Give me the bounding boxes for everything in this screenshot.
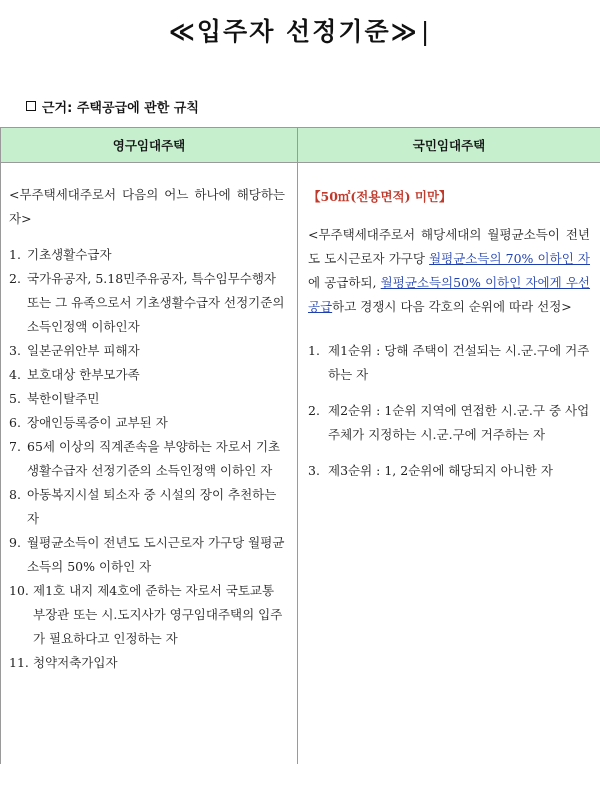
legal-basis [26,97,199,116]
permanent-criteria-list [9,243,285,675]
table-body-row [1,163,600,765]
header-national-rental: 국민임대주택 [298,128,600,163]
list-item: 5. 북한이탈주민 [9,387,285,411]
page-title: ≪입주자 선정기준≫| [0,12,600,48]
list-item: 11. 청약저축가입자 [9,651,285,675]
list-item: 3. 일본군위안부 피해자 [9,339,285,363]
table-header-row [1,128,600,163]
text-cursor: | [421,17,431,46]
national-rental-cell [298,163,600,765]
legal-basis-text: 근거: 주택공급에 관한 규칙 [42,101,199,116]
priority-rank-list [308,339,590,483]
list-item: 2. 국가유공자, 5.18민주유공자, 특수임무수행자 또는 그 유족으로서 기초생활수급자 선정기준의 소득인정액 이하인자 [9,267,285,339]
priority-supply-highlight: 월평균소득의50% 이하인 자에게 우선공급 [308,275,590,314]
list-item: 4. 보호대상 한부모가족 [9,363,285,387]
list-item: 7. 65세 이상의 직계존속을 부양하는 자로서 기초생활수급자 선정기준의 소득인정액 이하인 자 [9,435,285,483]
list-item: 2. 제2순위 : 1순위 지역에 연접한 시.군.구 중 사업주체가 지정하는 시.군.구에 거주하는 자 [308,399,590,447]
list-item: 1. 제1순위 : 당해 주택이 건설되는 시.군.구에 거주하는 자 [308,339,590,387]
list-item: 3. 제3순위 : 1, 2순위에 해당되지 아니한 자 [308,459,590,483]
checkbox-square-icon [26,101,36,111]
list-item: 1. 기초생활수급자 [9,243,285,267]
list-item: 8. 아동복지시설 퇴소자 중 시설의 장이 추천하는 자 [9,483,285,531]
national-intro: <무주택세대주로서 해당세대의 월평균소득이 전년도 도시근로자 가구당 월평균소득의 70% 이하인 자에 공급하되, 월평균소득의50% 이하인 자에게 우선공급하고 경쟁시 다음 각호의 순위에 따라 선정> [308,223,590,319]
list-item: 9. 월평균소득이 전년도 도시근로자 가구당 월평균소득의 50% 이하인 자 [9,531,285,579]
list-item: 10. 제1호 내지 제4호에 준하는 자로서 국토교통부장관 또는 시.도지사가 영구임대주택의 입주가 필요하다고 인정하는 자 [9,579,285,651]
income-70-highlight: 월평균소득의 70% 이하인 자 [429,251,590,266]
area-tag: 【50㎡(전용면적) 미만】 [308,185,590,209]
permanent-intro: <무주택세대주로서 다음의 어느 하나에 해당하는 자> [9,183,285,231]
header-permanent-rental: 영구임대주택 [1,128,298,163]
selection-criteria-table [0,127,600,764]
list-item: 6. 장애인등록증이 교부된 자 [9,411,285,435]
permanent-rental-cell [1,163,298,765]
